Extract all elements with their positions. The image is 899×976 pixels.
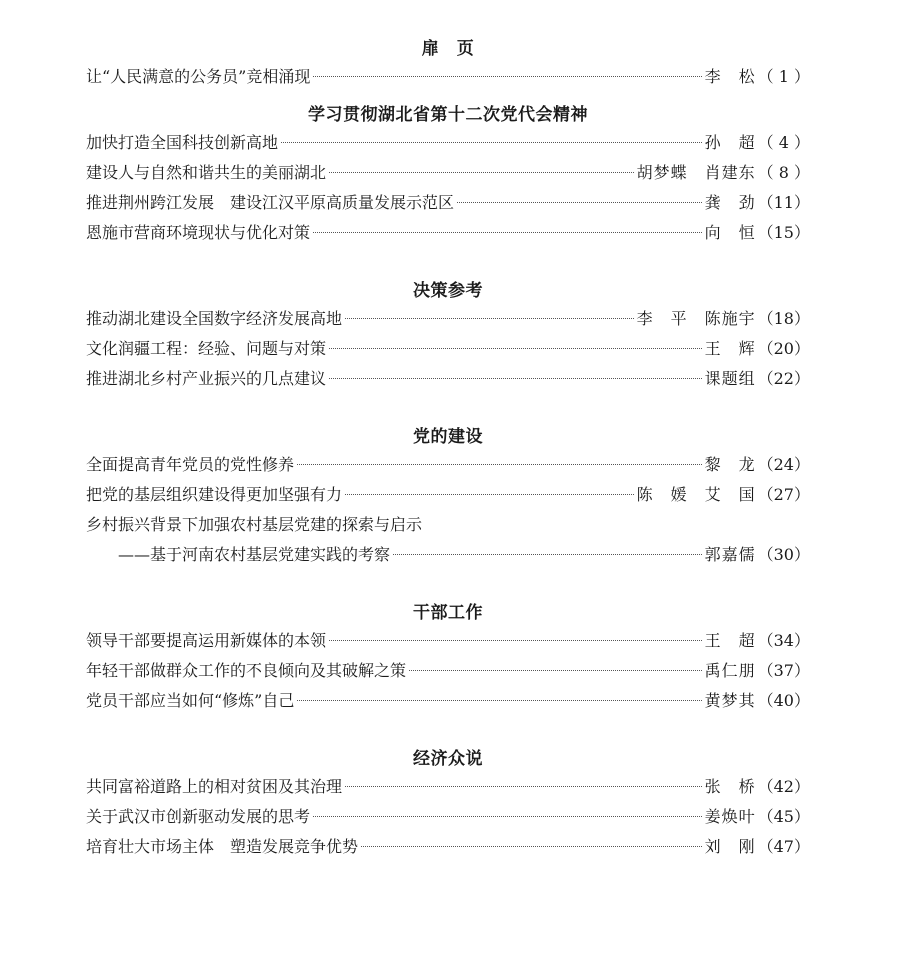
toc-entry[interactable] xyxy=(86,450,810,480)
entry-page-number: （22） xyxy=(757,369,810,388)
toc-entry[interactable] xyxy=(86,158,810,188)
dot-leader xyxy=(329,348,702,349)
entry-author: 黄梦其 xyxy=(704,691,756,710)
entry-author: 陈 媛 艾 国 xyxy=(636,485,756,504)
entry-page-number: （24） xyxy=(757,455,810,474)
dot-leader xyxy=(281,142,702,143)
entry-author: 向 恒 xyxy=(704,223,756,242)
entry-title: 关于武汉市创新驱动发展的思考 xyxy=(86,807,311,826)
dot-leader xyxy=(409,670,702,671)
toc-entry[interactable] xyxy=(86,626,810,656)
entry-page-number: （11） xyxy=(757,193,810,212)
dot-leader xyxy=(329,640,702,641)
entry-author: 孙 超 xyxy=(704,133,756,152)
entry-subtitle: ——基于河南农村基层党建实践的考察 xyxy=(118,545,391,564)
entry-author: 刘 刚 xyxy=(704,837,756,856)
dot-leader xyxy=(313,232,702,233)
dot-leader xyxy=(329,172,634,173)
entry-page-number: （40） xyxy=(757,691,810,710)
toc-entry[interactable] xyxy=(86,188,810,218)
section-heading-party-building: 党的建设 xyxy=(413,427,483,447)
toc-entry[interactable] xyxy=(86,128,810,158)
entry-title: 让“人民满意的公务员”竞相涌现 xyxy=(86,67,311,86)
entry-page-number: （45） xyxy=(757,807,810,826)
section-heading-economy-forum: 经济众说 xyxy=(413,749,483,769)
dot-leader xyxy=(345,786,702,787)
entry-page-number: （ 8 ） xyxy=(757,163,810,182)
entry-title: 推进荆州跨江发展 建设江汉平原高质量发展示范区 xyxy=(86,193,455,212)
dot-leader xyxy=(329,378,702,379)
entry-author: 黎 龙 xyxy=(704,455,756,474)
entry-title: 全面提高青年党员的党性修养 xyxy=(86,455,295,474)
toc-entry[interactable] xyxy=(86,62,810,92)
entry-title: 培育壮大市场主体 塑造发展竞争优势 xyxy=(86,837,359,856)
toc-entry[interactable] xyxy=(86,480,810,510)
entry-author: 李 松 xyxy=(704,67,756,86)
entry-title: 年轻干部做群众工作的不良倾向及其破解之策 xyxy=(86,661,407,680)
toc-entry-subtitle[interactable] xyxy=(86,540,810,570)
entry-title: 加快打造全国科技创新高地 xyxy=(86,133,279,152)
entry-page-number: （ 4 ） xyxy=(757,133,810,152)
entry-author: 王 辉 xyxy=(704,339,756,358)
entry-title: 推动湖北建设全国数字经济发展高地 xyxy=(86,309,343,328)
entry-title: 恩施市营商环境现状与优化对策 xyxy=(86,223,311,242)
entry-author: 禹仁朋 xyxy=(704,661,756,680)
entry-title: 党员干部应当如何“修炼”自己 xyxy=(86,691,295,710)
entry-author: 李 平 陈施宇 xyxy=(636,309,756,328)
entry-author: 姜焕叶 xyxy=(704,807,756,826)
entry-author: 王 超 xyxy=(704,631,756,650)
entry-page-number: （47） xyxy=(757,837,810,856)
entry-title-multiline[interactable]: 乡村振兴背景下加强农村基层党建的探索与启示 xyxy=(86,515,423,534)
toc-entry[interactable] xyxy=(86,364,810,394)
entry-page-number: （20） xyxy=(757,339,810,358)
entry-author: 张 桥 xyxy=(704,777,756,796)
toc-entry[interactable] xyxy=(86,656,810,686)
entry-author: 龚 劲 xyxy=(704,193,756,212)
table-of-contents xyxy=(86,36,810,862)
dot-leader xyxy=(457,202,702,203)
entry-title: 推进湖北乡村产业振兴的几点建议 xyxy=(86,369,327,388)
entry-title: 文化润疆工程：经验、问题与对策 xyxy=(86,339,327,358)
dot-leader xyxy=(345,318,634,319)
section-heading-cadre-work: 干部工作 xyxy=(413,603,483,623)
entry-page-number: （37） xyxy=(757,661,810,680)
entry-author: 课题组 xyxy=(704,369,756,388)
entry-page-number: （42） xyxy=(757,777,810,796)
dot-leader xyxy=(345,494,634,495)
dot-leader xyxy=(393,554,702,555)
entry-page-number: （15） xyxy=(757,223,810,242)
toc-entry[interactable] xyxy=(86,304,810,334)
section-heading-decision-reference: 决策参考 xyxy=(413,281,483,301)
entry-author: 胡梦蝶 肖建东 xyxy=(636,163,756,182)
entry-author: 郭嘉儒 xyxy=(704,545,756,564)
section-heading-front-page: 扉 页 xyxy=(421,39,475,59)
dot-leader xyxy=(361,846,702,847)
entry-page-number: （ 1 ） xyxy=(757,67,810,86)
toc-entry[interactable] xyxy=(86,802,810,832)
entry-title: 建设人与自然和谐共生的美丽湖北 xyxy=(86,163,327,182)
toc-entry[interactable] xyxy=(86,218,810,248)
dot-leader xyxy=(297,464,702,465)
entry-title: 共同富裕道路上的相对贫困及其治理 xyxy=(86,777,343,796)
entry-page-number: （34） xyxy=(757,631,810,650)
toc-entry[interactable] xyxy=(86,334,810,364)
entry-title: 领导干部要提高运用新媒体的本领 xyxy=(86,631,327,650)
entry-page-number: （30） xyxy=(757,545,810,564)
entry-title: 把党的基层组织建设得更加坚强有力 xyxy=(86,485,343,504)
dot-leader xyxy=(313,76,701,77)
toc-entry[interactable] xyxy=(86,772,810,802)
dot-leader xyxy=(313,816,702,817)
entry-page-number: （18） xyxy=(757,309,810,328)
section-heading-party-congress: 学习贯彻湖北省第十二次党代会精神 xyxy=(308,105,588,125)
entry-page-number: （27） xyxy=(757,485,810,504)
dot-leader xyxy=(297,700,701,701)
toc-entry[interactable] xyxy=(86,686,810,716)
toc-entry[interactable] xyxy=(86,832,810,862)
